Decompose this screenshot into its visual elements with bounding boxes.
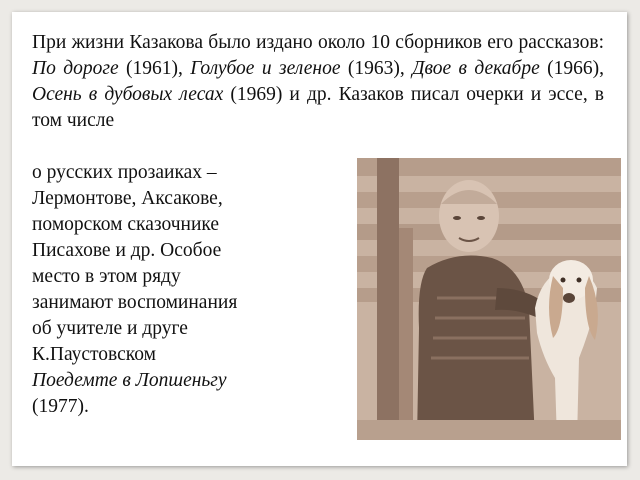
year-text: (1963), (340, 58, 413, 79)
book-year: (1977). (32, 396, 89, 417)
column-line: об учителе и друге (32, 318, 188, 339)
intro-text: При жизни Казакова было издано около 10 сборников его рассказов: (32, 32, 604, 53)
book-title-osen: Осень в дубовых лесах (32, 84, 224, 105)
book-title-popshenga: Поедемте в Лопшеньгу (32, 370, 227, 391)
year-text: (1966), (539, 58, 604, 79)
column-line: Лермонтове, Аксакове, (32, 188, 223, 209)
author-photo (357, 158, 621, 440)
column-line: поморском сказочнике (32, 214, 220, 235)
column-line: Писахове и др. Особое (32, 240, 222, 261)
column-line: занимают воспоминания (32, 292, 238, 313)
text-column (32, 160, 342, 420)
column-line: К.Паустовском (32, 344, 156, 365)
portrait-illustration (357, 158, 621, 440)
column-line: место в этом ряду (32, 266, 181, 287)
book-title-dvoe: Двое в декабре (412, 58, 540, 79)
slide-card (12, 12, 627, 466)
intro-paragraph (32, 30, 604, 134)
paragraph-continuation: (1969) и др. Казаков писал очерки и эссе, в том числе (32, 84, 604, 131)
book-title-goluboe: Голубое и зеленое (190, 58, 341, 79)
book-title-po-doroge: По дороге (32, 58, 119, 79)
year-text: (1961), (118, 58, 191, 79)
column-line: о русских прозаиках – (32, 162, 217, 183)
